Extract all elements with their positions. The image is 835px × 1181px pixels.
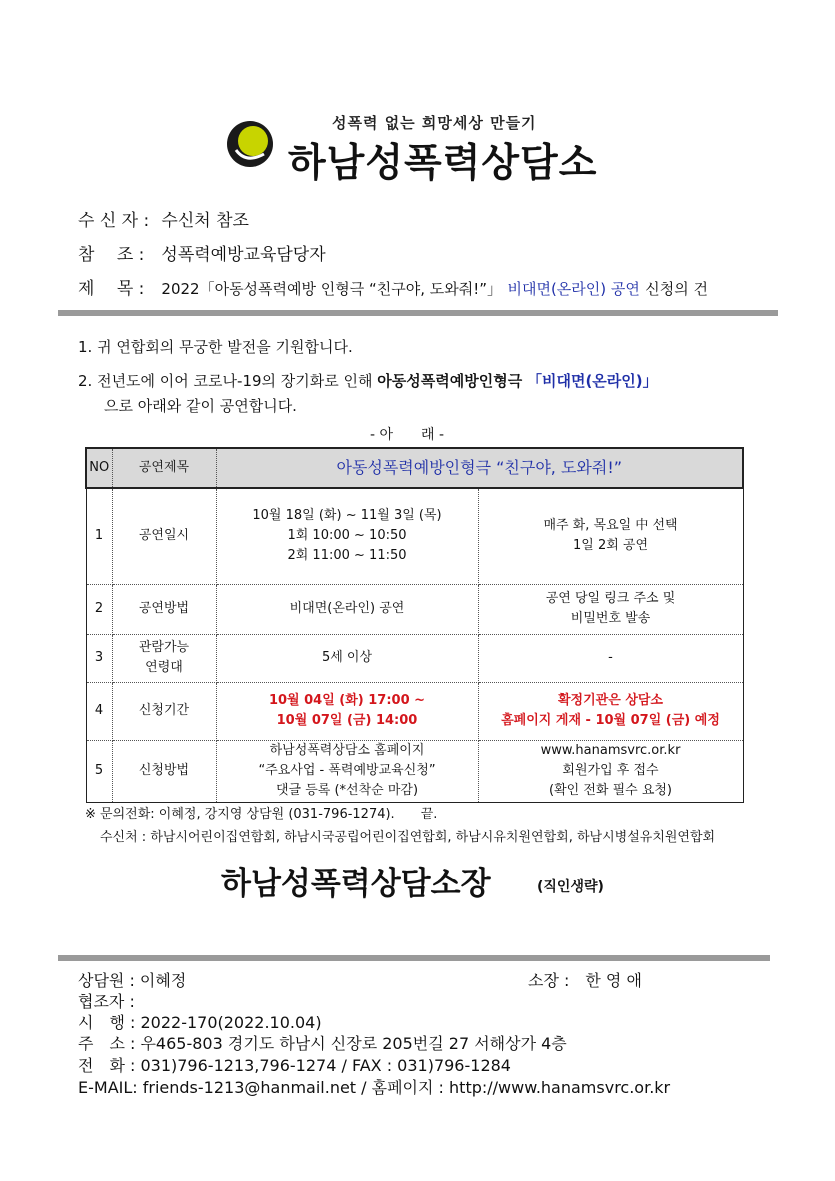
footer-phone: 전 화 : 031)796-1213,796-1274 / FAX : 031)796-1284 [78, 1056, 511, 1075]
table-row [86, 634, 743, 682]
table-row [86, 740, 743, 802]
schedule-dates: 10월 18일 (화) ~ 11월 3일 (목) [252, 508, 442, 524]
apply-method-1: 하남성폭력상담소 홈페이지 [269, 743, 425, 758]
contact-footnote: ※ 문의전화: 이혜정, 강지영 상담원 (031-796-1274). 끝. [85, 807, 438, 822]
row-no: 3 [86, 634, 112, 682]
footer-divider [58, 955, 770, 961]
row-label [112, 634, 216, 682]
row-apply-method [216, 740, 478, 802]
row-label: 신청기간 [112, 682, 216, 740]
footer-cooperator: 협조자 : [78, 992, 135, 1011]
paragraph-2 [78, 370, 658, 392]
paragraph-2-part1: 2. 전년도에 이어 코로나-19의 장기화로 인해 [78, 372, 373, 390]
notice-heading: - 아 래 - [370, 427, 445, 443]
row-age: 5세 이상 [216, 634, 478, 682]
logo-mark-icon [226, 120, 274, 168]
logo [226, 110, 626, 186]
row-no: 1 [86, 488, 112, 584]
apply-method-2: “주요사업 - 폭력예방교육신청” [258, 763, 436, 778]
row-schedule-note [478, 488, 743, 584]
reference-line [78, 240, 326, 265]
reference-label: 참 조 : [78, 245, 145, 265]
paragraph-2-line2: 으로 아래와 같이 공연합니다. [104, 397, 297, 415]
table-header-row [86, 448, 743, 488]
logo-slogan: 성폭력 없는 희망세상 만들기 [332, 114, 537, 132]
subject-part1: 2022「아동성폭력예방 인형극 “친구야, 도와줘!”」 [161, 280, 503, 298]
recipient-line [78, 206, 249, 231]
footer-enforce: 시 행 : 2022-170(2022.10.04) [78, 1013, 322, 1032]
row-age-note: - [478, 634, 743, 682]
apply-note-1: 확정기관은 상담소 [558, 693, 663, 708]
row-schedule [216, 488, 478, 584]
subject-line [78, 274, 708, 299]
schedule-note-2: 1일 2회 공연 [572, 538, 649, 554]
schedule-session-2: 2회 11:00 ~ 11:50 [287, 548, 407, 564]
apply-period-end: 10월 07일 (금) 14:00 [276, 713, 418, 728]
row-apply-note [478, 682, 743, 740]
table-row [86, 584, 743, 634]
row-method-note [478, 584, 743, 634]
schedule-session-1: 1회 10:00 ~ 10:50 [287, 528, 407, 544]
schedule-note-1: 매주 화, 목요일 中 선택 [543, 518, 678, 534]
row-label: 공연방법 [112, 584, 216, 634]
row-no: 5 [86, 740, 112, 802]
method-note-1: 공연 당일 링크 주소 및 [545, 591, 676, 606]
footer-counselor: 상담원 : 이혜정 [78, 971, 187, 990]
recipient-value: 수신처 참조 [161, 211, 249, 231]
apply-url: www.hanamsvrc.or.kr [540, 743, 681, 758]
row-label: 신청방법 [112, 740, 216, 802]
reference-value: 성폭력예방교육담당자 [161, 245, 326, 265]
row-method: 비대면(온라인) 공연 [216, 584, 478, 634]
table-row [86, 488, 743, 584]
logo-name: 하남성폭력상담소 [288, 141, 598, 186]
header-divider [58, 310, 778, 316]
row-no: 4 [86, 682, 112, 740]
subject-label: 제 목 : [78, 279, 145, 299]
subject-part3: 신청의 건 [645, 280, 709, 298]
header-title: 공연제목 [112, 448, 216, 488]
row-apply-period [216, 682, 478, 740]
apply-period-start: 10월 04일 (화) 17:00 ~ [268, 693, 426, 708]
paragraph-1: 1. 귀 연합회의 무궁한 발전을 기원합니다. [78, 338, 353, 356]
header-no: NO [86, 448, 112, 488]
header-show-title: 아동성폭력예방인형극 “친구야, 도와줘!” [216, 448, 743, 488]
footer-email: E-MAIL: friends-1213@hanmail.net / 홈페이지 : http://www.hanamsvrc.or.kr [78, 1078, 671, 1097]
chief-title: 하남성폭력상담소장 [221, 866, 491, 902]
recipient-label: 수 신 자 : [78, 211, 150, 231]
apply-method-note-2: (확인 전화 필수 요청) [549, 783, 673, 798]
footer-director: 소장 : 한 영 애 [528, 971, 642, 990]
row-label: 공연일시 [112, 488, 216, 584]
footer-address: 주 소 : 우465-803 경기도 하남시 신장로 205번길 27 서해상가 4층 [78, 1034, 567, 1053]
method-note-2: 비밀번호 발송 [570, 611, 651, 626]
age-label-1: 관람가능 [138, 640, 190, 655]
paragraph-2-part3: 「비대면(온라인)」 [526, 372, 658, 390]
seal-omitted-note: (직인생략) [537, 879, 604, 895]
subject-part2: 비대면(온라인) 공연 [507, 280, 640, 298]
performance-table [85, 447, 744, 803]
row-apply-method-note [478, 740, 743, 802]
apply-note-2: 홈페이지 게재 - 10월 07일 (금) 예정 [501, 713, 720, 728]
table-row [86, 682, 743, 740]
age-label-2: 연령대 [145, 660, 183, 675]
recipients-list: 수신처 : 하남시어린이집연합회, 하남시국공립어린이집연합회, 하남시유치원연합회, 하남시병설유치원연합회 [100, 830, 716, 845]
apply-method-note-1: 회원가입 후 접수 [562, 763, 659, 778]
apply-method-3: 댓글 등록 (*선착순 마감) [275, 783, 419, 798]
row-no: 2 [86, 584, 112, 634]
paragraph-2-part2: 아동성폭력예방인형극 [377, 372, 523, 390]
